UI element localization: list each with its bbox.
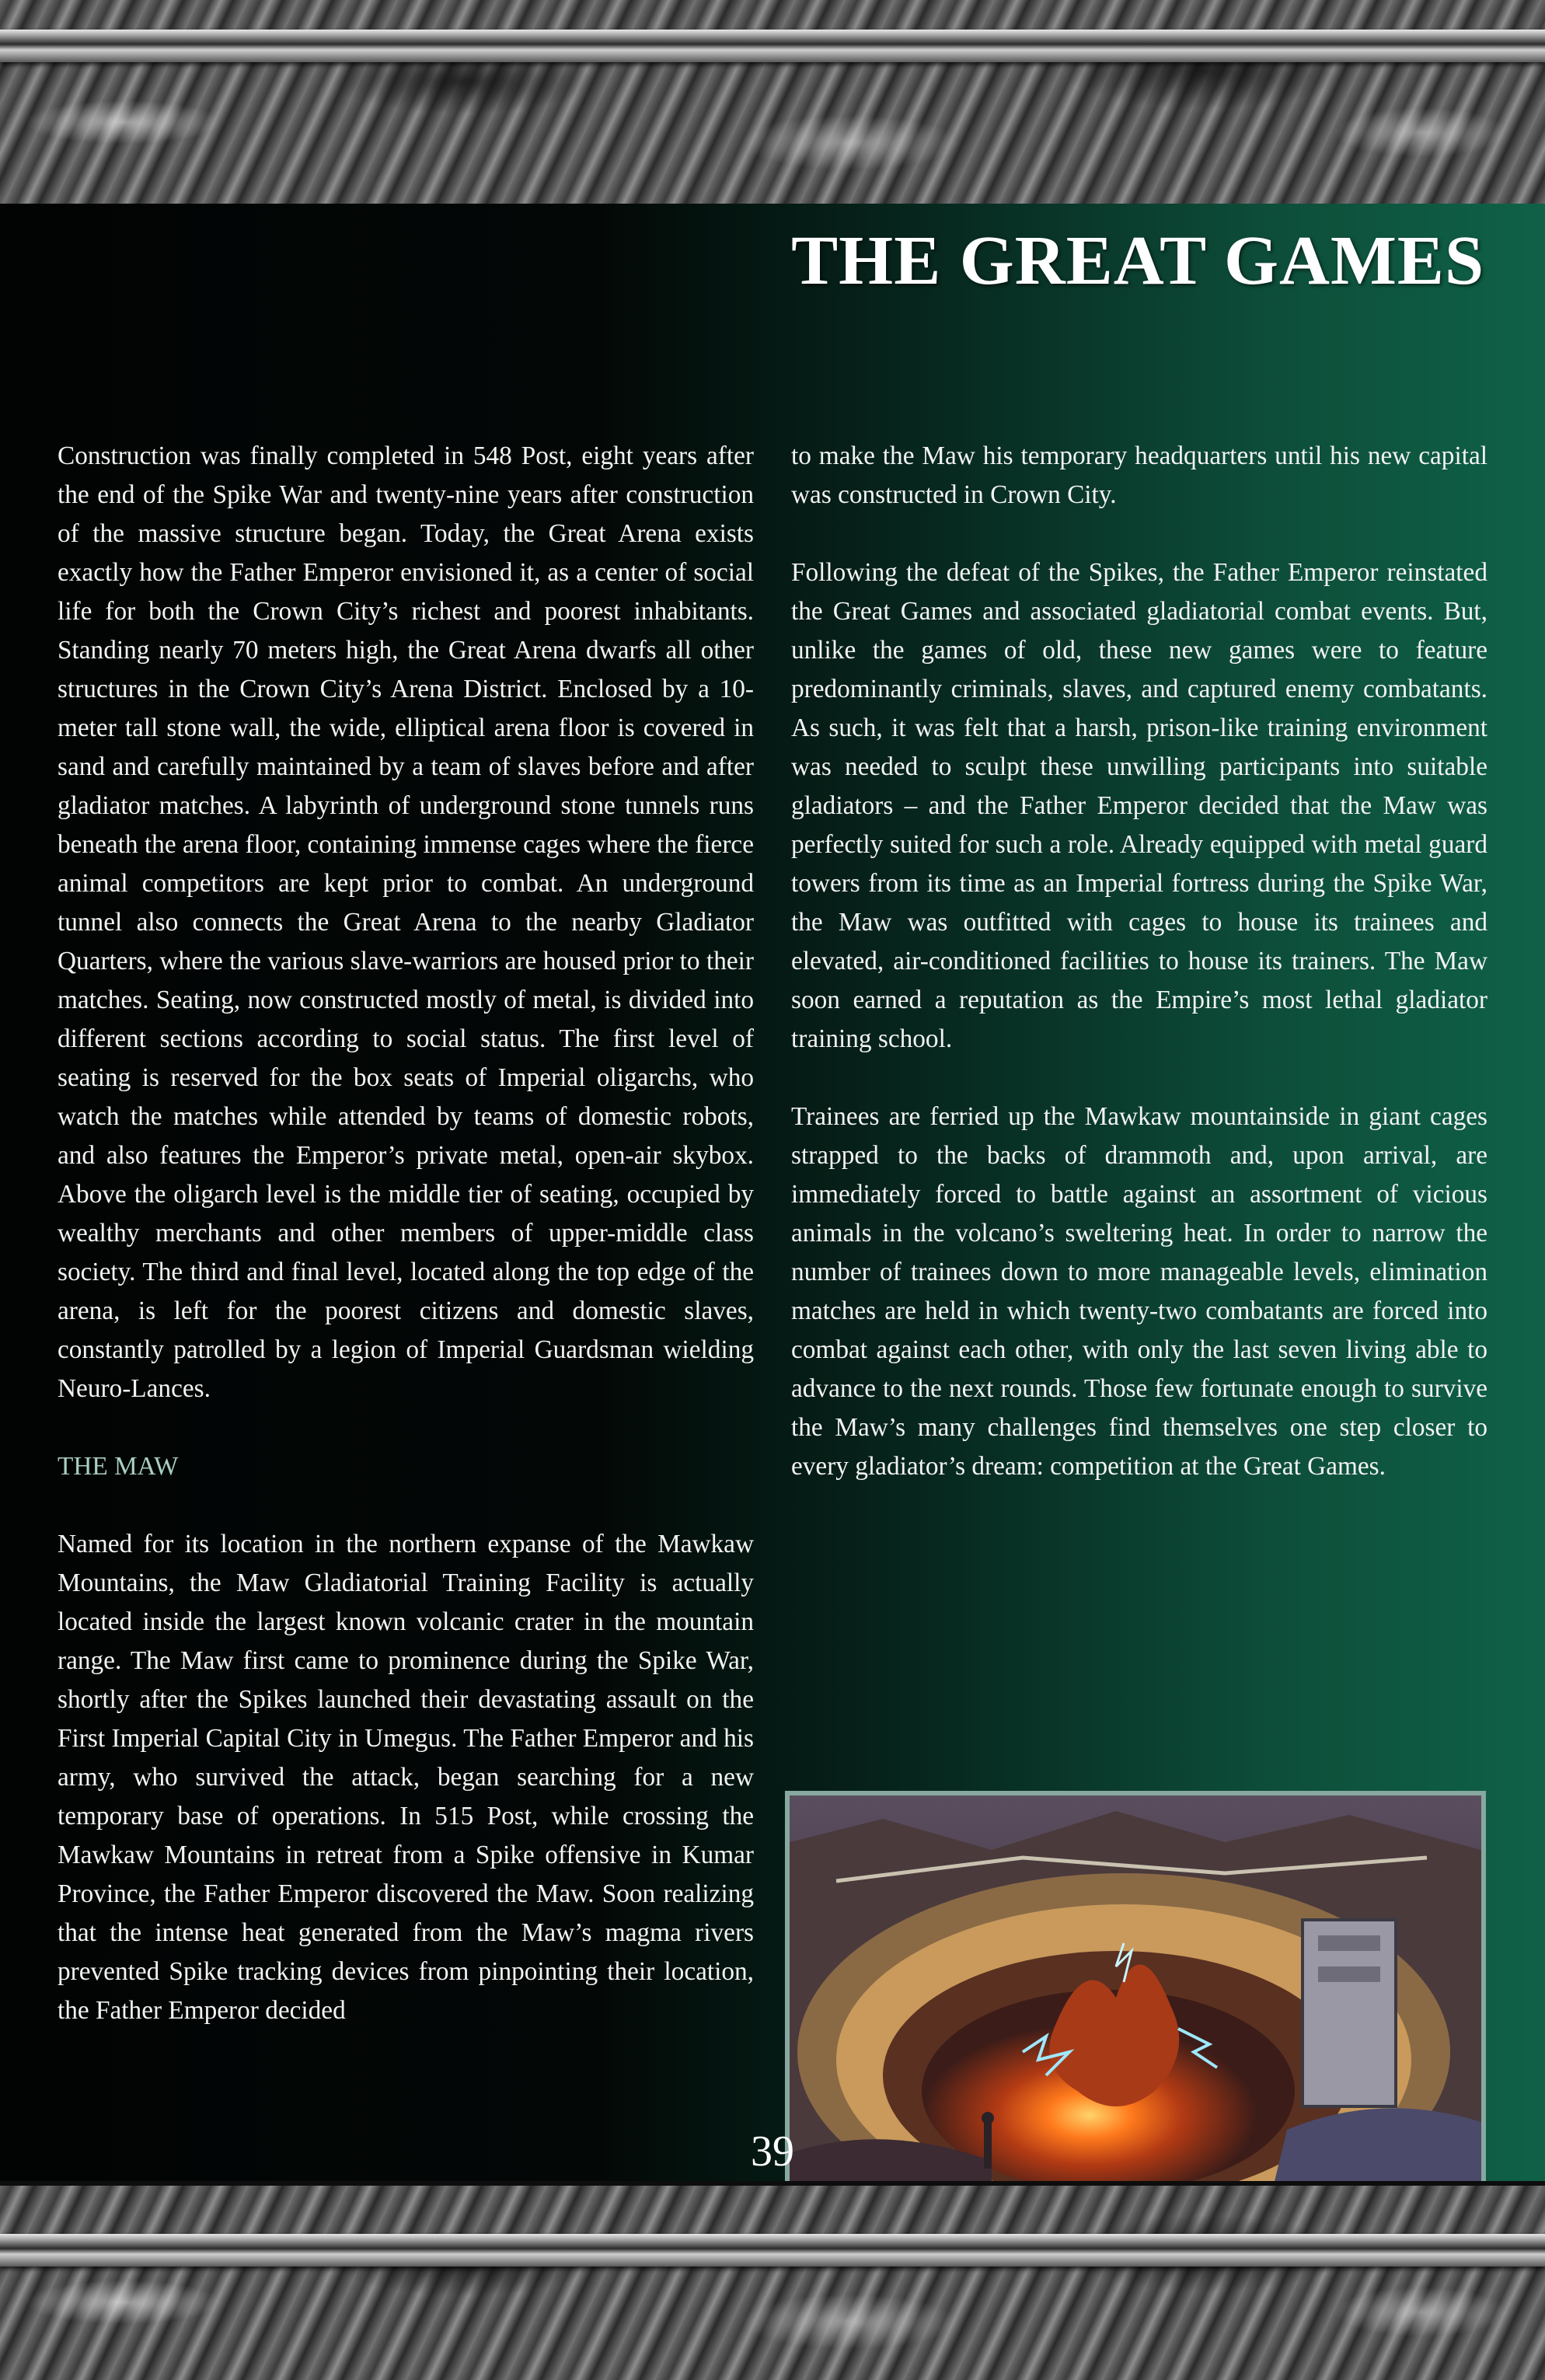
right-paragraph-1: to make the Maw his temporary headquarters until his new capital was constructed in Crown City. [791,441,1487,509]
left-paragraph-2: Named for its location in the northern expanse of the Mawkaw Mountains, the Maw Gladiatorial Training Facility is actually located inside the largest known volcanic crater in the mountain range. The Maw first came to prominence during the Spike War, shortly after the Spikes launched their devastating assault on the First Imperial Capital City in Umegus. The Father Emperor and his army, who survived the attack, began searching for a new temporary base of operations. In 515 Post, while crossing the Mawkaw Mountains in retreat from a Spike offensive in Kumar Province, the Father Emperor discovered the Maw. Soon realizing that the intense heat generated from the Maw’s magma rivers prevented Spike tracking devices from pinpointing their location, the Father Emperor decided [58,1530,754,2025]
bottom-metal-band [0,2234,1545,2267]
left-column [58,437,754,2030]
right-paragraph-3: Trainees are ferried up the Mawkaw mountainside in giant cages strapped to the backs of drammoth and, upon arrival, are immediately forced to battle against an assortment of vicious animals in the volcano’s sweltering heat. In order to narrow the number of trainees down to more manageable levels, elimination matches are held in which twenty-two combatants are forced into combat against each other, with only the last seven living able to advance to the next rounds. Those few fortunate enough to survive the Maw’s many challenges find themselves one step closer to every gladiator’s dream: competition at the Great Games. [791,1102,1487,1481]
page-number: 39 [751,2127,794,2176]
top-stone-border [0,0,1545,208]
top-metal-band [0,30,1545,62]
page-title: THE GREAT GAMES [791,222,1484,299]
left-paragraph-1: Construction was finally completed in 548 Post, eight years after the end of the Spike War and twenty-nine years after construction of the massive structure began. Today, the Great Arena exists exactly how the Father Emperor envisioned it, as a center of social life for both the Crown City’s richest and poorest inhabitants. Standing nearly 70 meters high, the Great Arena dwarfs all other structures in the Crown City’s Arena District. Enclosed by a 10-meter tall stone wall, the wide, elliptical arena floor is covered in sand and carefully maintained by a team of slaves before and after gladiator matches. A labyrinth of underground stone tunnels runs beneath the arena floor, containing immense cages where the fierce animal competitors are kept prior to combat. An underground tunnel also connects the Great Arena to the nearby Gladiator Quarters, where the various slave-warriors are housed prior to their matches. Seating, now constructed mostly of metal, is divided into different sections according to social status. The first level of seating is reserved for the box seats of Imperial oligarchs, who watch the matches while attended by teams of domestic robots, and also features the Emperor’s private metal, open-air skybox. Above the oligarch level is the middle tier of seating, occupied by wealthy merchants and other members of upper-middle class society. The third and final level, located along the top edge of the arena, is left for the poorest citizens and domestic slaves, constantly patrolled by a legion of Imperial Guardsman wielding Neuro-Lances. [58,441,754,1403]
section-heading-the-maw: THE MAW [58,1452,179,1481]
right-column [791,437,1487,1486]
bottom-stone-border [0,2181,1545,2380]
page-body [0,204,1545,2181]
right-paragraph-2: Following the defeat of the Spikes, the Father Emperor reinstated the Great Games and associated gladiatorial combat events. But, unlike the games of old, these new games were to feature predominantly criminals, slaves, and captured enemy combatants. As such, it was felt that a harsh, prison-like training environment was needed to sculpt these unwilling participants into suitable gladiators – and the Father Emperor decided that the Maw was perfectly suited for such a role. Already equipped with metal guard towers from its time as an Imperial fortress during the Spike War, the Maw was outfitted with cages to house its trainees and elevated, air-conditioned facilities to house its trainers. The Maw soon earned a reputation as the Empire’s most lethal gladiator training school. [791,558,1487,1053]
